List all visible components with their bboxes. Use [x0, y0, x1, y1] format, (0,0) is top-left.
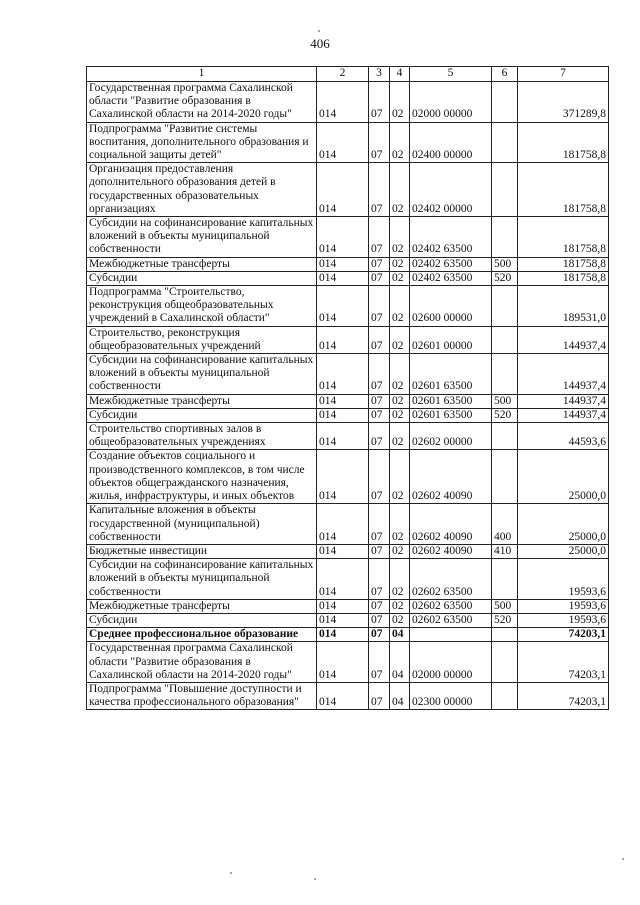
- table-body: [87, 82, 609, 710]
- cell-ved: 014: [317, 408, 369, 422]
- header-cell-csr: 5: [410, 67, 492, 82]
- header-cell-vr: 6: [492, 67, 518, 82]
- cell-rz: 07: [369, 628, 390, 642]
- cell-ved: 014: [317, 217, 369, 258]
- cell-name: Среднее профессиональное образование: [87, 628, 317, 642]
- cell-pr: 04: [390, 628, 410, 642]
- cell-sum: 44593,6: [518, 423, 609, 450]
- header-cell-ved: 2: [317, 67, 369, 82]
- header-cell-rz: 3: [369, 67, 390, 82]
- cell-csr: 02602 40090: [410, 504, 492, 545]
- cell-name: Межбюджетные трансферты: [87, 257, 317, 271]
- table-row: [87, 163, 609, 217]
- cell-vr: [492, 628, 518, 642]
- cell-sum: 74203,1: [518, 682, 609, 709]
- cell-rz: 07: [369, 326, 390, 353]
- cell-sum: 181758,8: [518, 217, 609, 258]
- cell-sum: 25000,0: [518, 544, 609, 558]
- cell-name: Бюджетные инвестиции: [87, 544, 317, 558]
- cell-ved: 014: [317, 544, 369, 558]
- cell-sum: 25000,0: [518, 450, 609, 504]
- cell-rz: 07: [369, 544, 390, 558]
- cell-rz: 07: [369, 82, 390, 123]
- cell-name: Межбюджетные трансферты: [87, 599, 317, 613]
- cell-sum: 19593,6: [518, 559, 609, 600]
- scan-speck: [230, 872, 232, 874]
- cell-name: Организация предоставления дополнительного образования детей в государственных образовательных организациях: [87, 163, 317, 217]
- cell-rz: 07: [369, 450, 390, 504]
- cell-csr: 02602 00000: [410, 423, 492, 450]
- cell-rz: 07: [369, 423, 390, 450]
- cell-pr: 02: [390, 354, 410, 395]
- cell-name: Субсидии на софинансирование капитальных вложений в объекты муниципальной собственности: [87, 559, 317, 600]
- cell-pr: 02: [390, 613, 410, 627]
- cell-rz: 07: [369, 271, 390, 285]
- cell-pr: 02: [390, 559, 410, 600]
- cell-vr: [492, 559, 518, 600]
- cell-ved: 014: [317, 423, 369, 450]
- cell-name: Субсидии: [87, 408, 317, 422]
- table-row: [87, 423, 609, 450]
- cell-vr: [492, 423, 518, 450]
- cell-vr: 520: [492, 408, 518, 422]
- cell-vr: 500: [492, 394, 518, 408]
- cell-pr: 02: [390, 271, 410, 285]
- cell-rz: 07: [369, 394, 390, 408]
- table-row: [87, 326, 609, 353]
- table-row: [87, 286, 609, 327]
- cell-ved: 014: [317, 504, 369, 545]
- cell-sum: 181758,8: [518, 122, 609, 163]
- page-number: 406: [310, 36, 330, 51]
- cell-pr: 02: [390, 286, 410, 327]
- cell-ved: 014: [317, 559, 369, 600]
- cell-pr: 04: [390, 682, 410, 709]
- cell-rz: 07: [369, 642, 390, 683]
- cell-pr: 02: [390, 408, 410, 422]
- cell-vr: [492, 122, 518, 163]
- table-row: [87, 628, 609, 642]
- cell-vr: 520: [492, 271, 518, 285]
- cell-ved: 014: [317, 628, 369, 642]
- cell-csr: 02601 63500: [410, 394, 492, 408]
- cell-pr: 04: [390, 642, 410, 683]
- cell-csr: 02402 63500: [410, 257, 492, 271]
- cell-ved: 014: [317, 122, 369, 163]
- table-row: [87, 544, 609, 558]
- cell-sum: 181758,8: [518, 271, 609, 285]
- cell-csr: 02300 00000: [410, 682, 492, 709]
- cell-rz: 07: [369, 504, 390, 545]
- cell-pr: 02: [390, 423, 410, 450]
- cell-rz: 07: [369, 217, 390, 258]
- cell-name: Подпрограмма "Повышение доступности и качества профессионального образования": [87, 682, 317, 709]
- table-row: [87, 682, 609, 709]
- cell-ved: 014: [317, 450, 369, 504]
- cell-ved: 014: [317, 613, 369, 627]
- cell-ved: 014: [317, 257, 369, 271]
- cell-ved: 014: [317, 82, 369, 123]
- cell-ved: 014: [317, 642, 369, 683]
- cell-name: Подпрограмма "Развитие системы воспитания, дополнительного образования и социальной защиты детей": [87, 122, 317, 163]
- cell-vr: [492, 82, 518, 123]
- cell-pr: 02: [390, 326, 410, 353]
- scan-speck: [318, 30, 320, 32]
- cell-rz: 07: [369, 163, 390, 217]
- cell-sum: 74203,1: [518, 628, 609, 642]
- table-row: [87, 394, 609, 408]
- cell-rz: 07: [369, 286, 390, 327]
- cell-name: Подпрограмма "Строительство, реконструкция общеобразовательных учреждений в Сахалинской области": [87, 286, 317, 327]
- cell-sum: 181758,8: [518, 257, 609, 271]
- cell-pr: 02: [390, 504, 410, 545]
- cell-ved: 014: [317, 163, 369, 217]
- header-cell-name: 1: [87, 67, 317, 82]
- budget-table: [86, 66, 609, 710]
- cell-rz: 07: [369, 599, 390, 613]
- cell-vr: 400: [492, 504, 518, 545]
- header-cell-sum: 7: [518, 67, 609, 82]
- cell-rz: 07: [369, 408, 390, 422]
- cell-pr: 02: [390, 599, 410, 613]
- table-row: [87, 450, 609, 504]
- cell-sum: 74203,1: [518, 642, 609, 683]
- cell-ved: 014: [317, 682, 369, 709]
- cell-sum: 144937,4: [518, 394, 609, 408]
- table-row: [87, 217, 609, 258]
- cell-pr: 02: [390, 394, 410, 408]
- cell-vr: [492, 450, 518, 504]
- cell-csr: 02601 63500: [410, 354, 492, 395]
- cell-name: Субсидии: [87, 613, 317, 627]
- cell-name: Государственная программа Сахалинской области "Развитие образования в Сахалинской области на 2014-2020 годы": [87, 642, 317, 683]
- cell-ved: 014: [317, 354, 369, 395]
- cell-csr: [410, 628, 492, 642]
- cell-sum: 144937,4: [518, 408, 609, 422]
- table-row: [87, 642, 609, 683]
- cell-csr: 02601 00000: [410, 326, 492, 353]
- cell-csr: 02400 00000: [410, 122, 492, 163]
- cell-sum: 19593,6: [518, 613, 609, 627]
- cell-vr: 500: [492, 257, 518, 271]
- cell-pr: 02: [390, 544, 410, 558]
- table-row: [87, 559, 609, 600]
- cell-rz: 07: [369, 613, 390, 627]
- table-row: [87, 354, 609, 395]
- cell-csr: 02402 00000: [410, 163, 492, 217]
- table-row: [87, 82, 609, 123]
- cell-name: Государственная программа Сахалинской области "Развитие образования в Сахалинской области на 2014-2020 годы": [87, 82, 317, 123]
- cell-name: Капитальные вложения в объекты государственной (муниципальной) собственности: [87, 504, 317, 545]
- cell-csr: 02600 00000: [410, 286, 492, 327]
- cell-sum: 189531,0: [518, 286, 609, 327]
- cell-name: Межбюджетные трансферты: [87, 394, 317, 408]
- cell-vr: 410: [492, 544, 518, 558]
- cell-csr: 02601 63500: [410, 408, 492, 422]
- cell-rz: 07: [369, 682, 390, 709]
- cell-rz: 07: [369, 122, 390, 163]
- cell-name: Строительство, реконструкция общеобразовательных учреждений: [87, 326, 317, 353]
- cell-sum: 371289,8: [518, 82, 609, 123]
- cell-vr: 520: [492, 613, 518, 627]
- cell-name: Субсидии на софинансирование капитальных вложений в объекты муниципальной собственности: [87, 217, 317, 258]
- table-row: [87, 122, 609, 163]
- cell-vr: [492, 354, 518, 395]
- cell-rz: 07: [369, 354, 390, 395]
- cell-ved: 014: [317, 326, 369, 353]
- cell-csr: 02402 63500: [410, 271, 492, 285]
- cell-csr: 02602 63500: [410, 559, 492, 600]
- cell-sum: 144937,4: [518, 326, 609, 353]
- cell-sum: 181758,8: [518, 163, 609, 217]
- cell-vr: [492, 326, 518, 353]
- cell-vr: [492, 682, 518, 709]
- cell-name: Строительство спортивных залов в общеобразовательных учреждениях: [87, 423, 317, 450]
- table-row: [87, 408, 609, 422]
- cell-rz: 07: [369, 257, 390, 271]
- cell-ved: 014: [317, 599, 369, 613]
- cell-rz: 07: [369, 559, 390, 600]
- cell-sum: 25000,0: [518, 504, 609, 545]
- cell-name: Создание объектов социального и производственного комплексов, в том числе объектов общегражданского назначения, жилья, инфраструктуры, и иных объектов: [87, 450, 317, 504]
- cell-csr: 02602 40090: [410, 450, 492, 504]
- cell-sum: 144937,4: [518, 354, 609, 395]
- cell-csr: 02402 63500: [410, 217, 492, 258]
- header-row: [87, 67, 609, 82]
- cell-sum: 19593,6: [518, 599, 609, 613]
- cell-pr: 02: [390, 82, 410, 123]
- scan-speck: [622, 858, 624, 860]
- cell-pr: 02: [390, 163, 410, 217]
- cell-pr: 02: [390, 217, 410, 258]
- cell-pr: 02: [390, 257, 410, 271]
- scan-speck: [314, 878, 316, 880]
- cell-vr: 500: [492, 599, 518, 613]
- cell-ved: 014: [317, 271, 369, 285]
- cell-pr: 02: [390, 122, 410, 163]
- cell-name: Субсидии: [87, 271, 317, 285]
- table-row: [87, 613, 609, 627]
- cell-csr: 02000 00000: [410, 642, 492, 683]
- cell-vr: [492, 163, 518, 217]
- cell-pr: 02: [390, 450, 410, 504]
- cell-csr: 02602 63500: [410, 613, 492, 627]
- cell-ved: 014: [317, 286, 369, 327]
- cell-vr: [492, 642, 518, 683]
- table-row: [87, 257, 609, 271]
- cell-name: Субсидии на софинансирование капитальных вложений в объекты муниципальной собственности: [87, 354, 317, 395]
- table-row: [87, 504, 609, 545]
- table-row: [87, 271, 609, 285]
- table-row: [87, 599, 609, 613]
- cell-csr: 02602 40090: [410, 544, 492, 558]
- header-cell-pr: 4: [390, 67, 410, 82]
- cell-csr: 02602 63500: [410, 599, 492, 613]
- cell-ved: 014: [317, 394, 369, 408]
- cell-csr: 02000 00000: [410, 82, 492, 123]
- cell-vr: [492, 286, 518, 327]
- cell-vr: [492, 217, 518, 258]
